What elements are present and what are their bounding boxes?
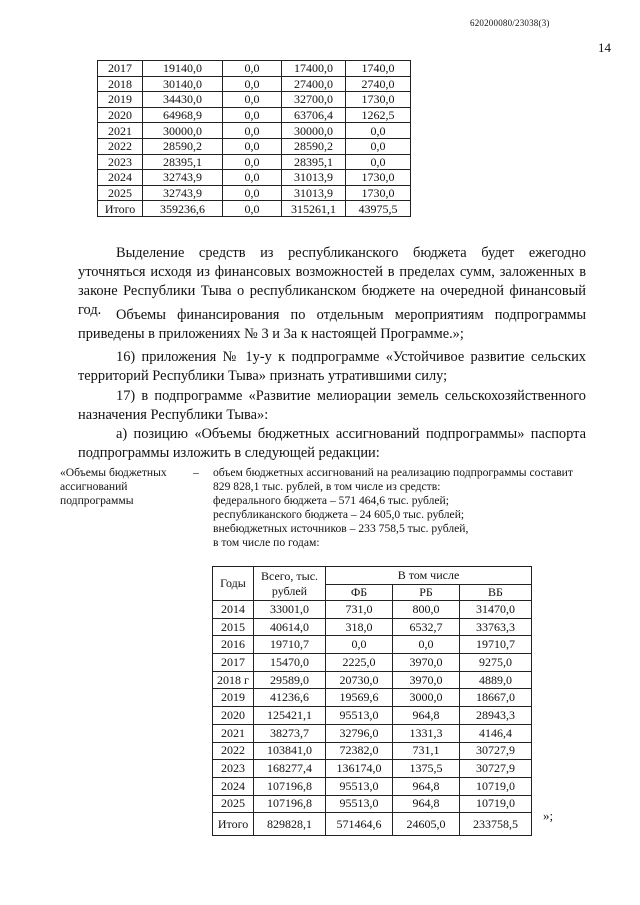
closing-quote: »; xyxy=(543,808,554,823)
table-cell: 571464,6 xyxy=(326,813,393,836)
table-cell: 33001,0 xyxy=(254,601,326,619)
header-fb: ФБ xyxy=(326,585,393,601)
table-cell: 28395,1 xyxy=(282,154,346,170)
table-row xyxy=(98,154,411,170)
table-row xyxy=(98,107,411,123)
table-row xyxy=(213,671,532,689)
table-row xyxy=(213,795,532,813)
table-cell: 40614,0 xyxy=(254,618,326,636)
table-cell: 20730,0 xyxy=(326,671,393,689)
table-cell: 32700,0 xyxy=(282,92,346,108)
table-cell: 2023 xyxy=(98,154,143,170)
table-cell: 9275,0 xyxy=(460,654,532,672)
table-cell: 17400,0 xyxy=(282,61,346,77)
table-cell: 4146,4 xyxy=(460,724,532,742)
table-cell: 2021 xyxy=(213,724,254,742)
document-id: 620200080/23038(3) xyxy=(470,18,550,28)
table-cell: 72382,0 xyxy=(326,742,393,760)
table-cell: 32796,0 xyxy=(326,724,393,742)
table-cell: 33763,3 xyxy=(460,618,532,636)
table-cell: 233758,5 xyxy=(460,813,532,836)
table-cell: 95513,0 xyxy=(326,795,393,813)
table-cell: 0,0 xyxy=(346,123,411,139)
table-cell: 41236,6 xyxy=(254,689,326,707)
table-row xyxy=(213,707,532,725)
table-cell: 0,0 xyxy=(223,123,282,139)
table-cell: 136174,0 xyxy=(326,760,393,778)
paragraph-item-17: 17) в подпрограмме «Развитие мелиорации земель сельскохозяйственного назначения Республики Тыва»: xyxy=(78,388,586,423)
table-cell: 63706,4 xyxy=(282,107,346,123)
table-cell: 15470,0 xyxy=(254,654,326,672)
table-cell: 2025 xyxy=(98,185,143,201)
table-cell: 2015 xyxy=(213,618,254,636)
header-years: Годы xyxy=(213,567,254,601)
passport-line-federal: федерального бюджета – 571 464,6 тыс. рублей; xyxy=(213,494,449,507)
table-cell: 0,0 xyxy=(223,170,282,186)
table-cell: 2018 г xyxy=(213,671,254,689)
header-including: В том числе xyxy=(326,567,532,585)
table-cell: 3970,0 xyxy=(393,671,460,689)
table-cell: 125421,1 xyxy=(254,707,326,725)
table-cell: 103841,0 xyxy=(254,742,326,760)
table-cell: 2016 xyxy=(213,636,254,654)
table-cell: 2017 xyxy=(213,654,254,672)
table-cell: 30727,9 xyxy=(460,760,532,778)
table-cell: 0,0 xyxy=(223,92,282,108)
table-cell: 10719,0 xyxy=(460,795,532,813)
table-cell: 30000,0 xyxy=(143,123,223,139)
passport-position-label: «Объемы бюджетных ассигнований подпрограммы xyxy=(60,466,167,507)
passport-line-total: объем бюджетных ассигнований на реализацию подпрограммы составит 829 828,1 тыс. рублей, в том числе из средств: xyxy=(213,466,573,493)
table-cell: 28590,2 xyxy=(282,138,346,154)
table-cell: 34430,0 xyxy=(143,92,223,108)
table-row xyxy=(213,601,532,619)
table-cell: 31013,9 xyxy=(282,170,346,186)
table-cell: 0,0 xyxy=(223,154,282,170)
table-cell: 2024 xyxy=(98,170,143,186)
table-cell: 4889,0 xyxy=(460,671,532,689)
table-row xyxy=(213,636,532,654)
table-cell: 31013,9 xyxy=(282,185,346,201)
table-cell: 43975,5 xyxy=(346,201,411,217)
table-cell: 19569,6 xyxy=(326,689,393,707)
table-row xyxy=(213,760,532,778)
table-cell: 6532,7 xyxy=(393,618,460,636)
table-cell: 731,1 xyxy=(393,742,460,760)
table-cell: 2019 xyxy=(213,689,254,707)
passport-line-republican: республиканского бюджета – 24 605,0 тыс. рублей; xyxy=(213,508,465,521)
table-cell: 2023 xyxy=(213,760,254,778)
paragraph-item-16: 16) приложения № 1у-у к подпрограмме «Устойчивое развитие сельских территорий Республики Тыва» признать утратившими силу; xyxy=(78,349,586,384)
paragraph-financing-appendices: Объемы финансирования по отдельным мероприятиям подпрограммы приведены в приложениях № 3 и 3а к настоящей Программе.»; xyxy=(78,307,586,342)
table-cell: Итого xyxy=(213,813,254,836)
table-cell: 359236,6 xyxy=(143,201,223,217)
table-cell: 964,8 xyxy=(393,795,460,813)
table-cell: 19710,7 xyxy=(254,636,326,654)
funding-table-continued xyxy=(97,60,411,217)
table-cell: 0,0 xyxy=(346,154,411,170)
table-cell: 315261,1 xyxy=(282,201,346,217)
table-cell: 829828,1 xyxy=(254,813,326,836)
table-cell: 1730,0 xyxy=(346,170,411,186)
table-cell: 30140,0 xyxy=(143,76,223,92)
table-cell: 3000,0 xyxy=(393,689,460,707)
header-rb: РБ xyxy=(393,585,460,601)
table-row xyxy=(98,185,411,201)
table-cell: 964,8 xyxy=(393,707,460,725)
table-cell: 0,0 xyxy=(393,636,460,654)
table-cell: 30000,0 xyxy=(282,123,346,139)
table-cell: Итого xyxy=(98,201,143,217)
funding-by-years-table xyxy=(212,566,532,836)
passport-position-text xyxy=(213,466,593,550)
table-cell: 3970,0 xyxy=(393,654,460,672)
table-row xyxy=(98,170,411,186)
table-cell: 964,8 xyxy=(393,777,460,795)
table-cell: 2020 xyxy=(98,107,143,123)
table-cell: 2225,0 xyxy=(326,654,393,672)
table-cell: 27400,0 xyxy=(282,76,346,92)
passport-dash: – xyxy=(193,466,199,479)
passport-line-by-years: в том числе по годам: xyxy=(213,536,320,549)
page-number: 14 xyxy=(598,40,611,55)
table-cell: 0,0 xyxy=(223,107,282,123)
header-vb: ВБ xyxy=(460,585,532,601)
table-cell: 0,0 xyxy=(346,138,411,154)
table-cell: 1262,5 xyxy=(346,107,411,123)
table-cell: 0,0 xyxy=(223,185,282,201)
table-row xyxy=(98,92,411,108)
table-row xyxy=(98,138,411,154)
table-cell: 1730,0 xyxy=(346,92,411,108)
table-cell: 168277,4 xyxy=(254,760,326,778)
table-cell: 107196,8 xyxy=(254,795,326,813)
table-cell: 30727,9 xyxy=(460,742,532,760)
table-row xyxy=(213,813,532,836)
table-cell: 0,0 xyxy=(223,201,282,217)
table-cell: 95513,0 xyxy=(326,777,393,795)
passport-line-extrabudgetary: внебюджетных источников – 233 758,5 тыс. рублей, xyxy=(213,522,469,535)
table-cell: 19140,0 xyxy=(143,61,223,77)
table-row xyxy=(98,201,411,217)
table-cell: 95513,0 xyxy=(326,707,393,725)
paragraph-item-17a: а) позицию «Объемы бюджетных ассигнований подпрограммы» паспорта подпрограммы изложить в следующей редакции: xyxy=(78,426,586,461)
table-cell: 1730,0 xyxy=(346,185,411,201)
table-cell: 2022 xyxy=(213,742,254,760)
table-row xyxy=(213,777,532,795)
table-cell: 800,0 xyxy=(393,601,460,619)
table-cell: 32743,9 xyxy=(143,170,223,186)
table-cell: 2740,0 xyxy=(346,76,411,92)
table-cell: 32743,9 xyxy=(143,185,223,201)
table-row xyxy=(213,689,532,707)
table-row xyxy=(213,618,532,636)
table-row xyxy=(213,742,532,760)
table-cell: 28395,1 xyxy=(143,154,223,170)
paragraph-budget-clarification: Выделение средств из республиканского бюджета будет ежегодно уточняться исходя из финансовых возможностей в пределах сумм, заложенных в законе Республики Тыва о республиканском бюджете на очередной финансовый год. xyxy=(78,245,586,318)
table-cell: 1375,5 xyxy=(393,760,460,778)
table-row xyxy=(213,724,532,742)
table-cell: 2014 xyxy=(213,601,254,619)
table-cell: 29589,0 xyxy=(254,671,326,689)
header-total: Всего, тыс. рублей xyxy=(254,567,326,601)
table-cell: 18667,0 xyxy=(460,689,532,707)
table-cell: 318,0 xyxy=(326,618,393,636)
table-cell: 2025 xyxy=(213,795,254,813)
table-row xyxy=(213,654,532,672)
table-cell: 2019 xyxy=(98,92,143,108)
table-cell: 24605,0 xyxy=(393,813,460,836)
table-cell: 19710,7 xyxy=(460,636,532,654)
table-cell: 0,0 xyxy=(223,76,282,92)
table-cell: 38273,7 xyxy=(254,724,326,742)
table-cell: 2020 xyxy=(213,707,254,725)
table-cell: 10719,0 xyxy=(460,777,532,795)
table-cell: 2022 xyxy=(98,138,143,154)
table-cell: 28943,3 xyxy=(460,707,532,725)
table-cell: 2018 xyxy=(98,76,143,92)
table-cell: 31470,0 xyxy=(460,601,532,619)
table-row xyxy=(98,76,411,92)
table-cell: 0,0 xyxy=(326,636,393,654)
table-cell: 64968,9 xyxy=(143,107,223,123)
table-row xyxy=(98,123,411,139)
table-cell: 2024 xyxy=(213,777,254,795)
table-cell: 0,0 xyxy=(223,138,282,154)
table-cell: 28590,2 xyxy=(143,138,223,154)
table-cell: 0,0 xyxy=(223,61,282,77)
table-cell: 1331,3 xyxy=(393,724,460,742)
table-row xyxy=(98,61,411,77)
table-cell: 2021 xyxy=(98,123,143,139)
table-cell: 2017 xyxy=(98,61,143,77)
table-cell: 107196,8 xyxy=(254,777,326,795)
table-cell: 1740,0 xyxy=(346,61,411,77)
table-cell: 731,0 xyxy=(326,601,393,619)
